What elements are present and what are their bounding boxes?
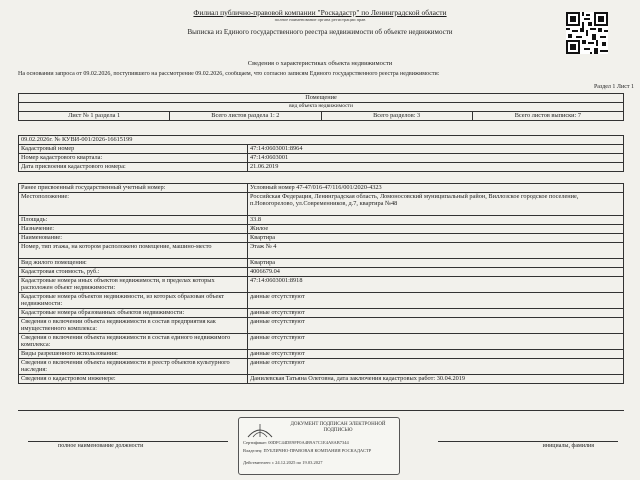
- position-line: [28, 441, 228, 442]
- field-value: данные отсутствуют: [248, 293, 624, 309]
- field-label: Кадастровые номера образованных объектов недвижимости:: [19, 309, 248, 318]
- field-value: 4006679.04: [248, 268, 624, 277]
- field-label: Виды разрешенного использования:: [19, 350, 248, 359]
- field-value: 21.06.2019: [248, 163, 624, 172]
- field-label: Сведения о включении объекта недвижимости в состав предприятия как имущественного комплекса:: [19, 318, 248, 334]
- stamp-certificate: Сертификат: 00DFC44DE9FF0A4B9A7C1E4A8AB7344: [243, 440, 349, 445]
- cadastral-table: [18, 135, 624, 172]
- field-value: данные отсутствуют: [248, 350, 624, 359]
- characteristics-table: [18, 183, 624, 384]
- qr-code-icon: [566, 12, 608, 54]
- position-caption: полное наименование должности: [58, 443, 144, 449]
- field-label: Сведения о включении объекта недвижимости в состав единого недвижимого комплекса:: [19, 334, 248, 350]
- basis-text: На основании запроса от 09.02.2026, поступившего на рассмотрение 09.02.2026, сообщаем, что согласно записям Единого государственного реестра недвижимости:: [18, 71, 440, 77]
- section-title: Сведения о характеристиках объекта недвижимости: [247, 60, 393, 67]
- field-value: Жилое: [248, 225, 624, 234]
- object-type-caption: вид объекта недвижимости: [19, 103, 624, 112]
- field-value: Квартира: [248, 234, 624, 243]
- stamp-owner: Владелец: ПУБЛИЧНО-ПРАВОВАЯ КОМПАНИЯ РОСКАДАСТР: [243, 448, 372, 453]
- document-number: 09.02.2026г. № КУВИ-001/2026-16615199: [19, 136, 624, 145]
- total-sections-cell: Всего разделов: 3: [321, 112, 472, 121]
- field-value: данные отсутствуют: [248, 318, 624, 334]
- field-value: Квартира: [248, 259, 624, 268]
- field-label: Ранее присвоенный государственный учетный номер:: [19, 184, 248, 193]
- sheet-number-cell: Лист № 1 раздела 1: [19, 112, 170, 121]
- org-subtitle: полное наименование органа регистрации прав: [274, 17, 366, 22]
- field-label: Наименование:: [19, 234, 248, 243]
- stamp-title: ДОКУМЕНТ ПОДПИСАН ЭЛЕКТРОННОЙ ПОДПИСЬЮ: [290, 422, 386, 433]
- field-label: Дата присвоения кадастрового номера:: [19, 163, 248, 172]
- field-label: Номер кадастрового квартала:: [19, 154, 248, 163]
- object-type: Помещение: [19, 94, 624, 103]
- e-signature-stamp: [238, 417, 400, 475]
- field-label: Вид жилого помещения:: [19, 259, 248, 268]
- section-sheets-cell: Всего листов раздела 1: 2: [170, 112, 321, 121]
- field-label: Кадастровые номера иных объектов недвижимости, в пределах которых расположен объект недвижимости:: [19, 277, 248, 293]
- field-value: Условный номер 47-47/016-47/116/001/2020-4323: [248, 184, 624, 193]
- object-type-table: [18, 93, 624, 121]
- field-label: Кадастровые номера объектов недвижимости, из которых образован объект недвижимости:: [19, 293, 248, 309]
- field-value: данные отсутствуют: [248, 334, 624, 350]
- field-value: данные отсутствуют: [248, 309, 624, 318]
- field-value: Российская Федерация, Ленинградская область, Ломоносовский муниципальный район, Виллозское городское поселение, п.Новогорелово, ул.Современников, д.7, квартира №48: [248, 193, 624, 216]
- document-title: Выписка из Единого государственного реестра недвижимости об объекте недвижимости: [187, 28, 453, 36]
- field-value: 47:14:0603001: [248, 154, 624, 163]
- field-label: Площадь:: [19, 216, 248, 225]
- field-value: Этаж № 4: [248, 243, 624, 259]
- name-caption: инициалы, фамилия: [542, 443, 594, 449]
- stamp-validity: Действителен: с 24.12.2025 по 19.03.2027: [243, 460, 323, 465]
- field-value: 33.8: [248, 216, 624, 225]
- field-value: данные отсутствуют: [248, 359, 624, 375]
- field-value: Данилевская Татьяна Олеговна, дата заключения кадастровых работ: 30.04.2019: [248, 375, 624, 384]
- total-sheets-cell: Всего листов выписки: 7: [472, 112, 623, 121]
- org-name: Филиал публично-правовой компании "Роскадастр" по Ленинградской области: [193, 8, 447, 17]
- field-label: Кадастровый номер: [19, 145, 248, 154]
- field-value: 47:14:0603001:8964: [248, 145, 624, 154]
- field-label: Сведения о кадастровом инженере:: [19, 375, 248, 384]
- field-label: Кадастровая стоимость, руб.:: [19, 268, 248, 277]
- field-label: Назначение:: [19, 225, 248, 234]
- field-label: Номер, тип этажа, на котором расположено помещение, машино-место: [19, 243, 248, 259]
- sheet-label: Раздел 1 Лист 1: [593, 84, 634, 90]
- emblem-icon: [245, 421, 275, 439]
- field-label: Местоположение:: [19, 193, 248, 216]
- field-value: 47:14:0603001:8918: [248, 277, 624, 293]
- field-label: Сведения о включении объекта недвижимости в реестр объектов культурного наследия:: [19, 359, 248, 375]
- name-line: [438, 441, 618, 442]
